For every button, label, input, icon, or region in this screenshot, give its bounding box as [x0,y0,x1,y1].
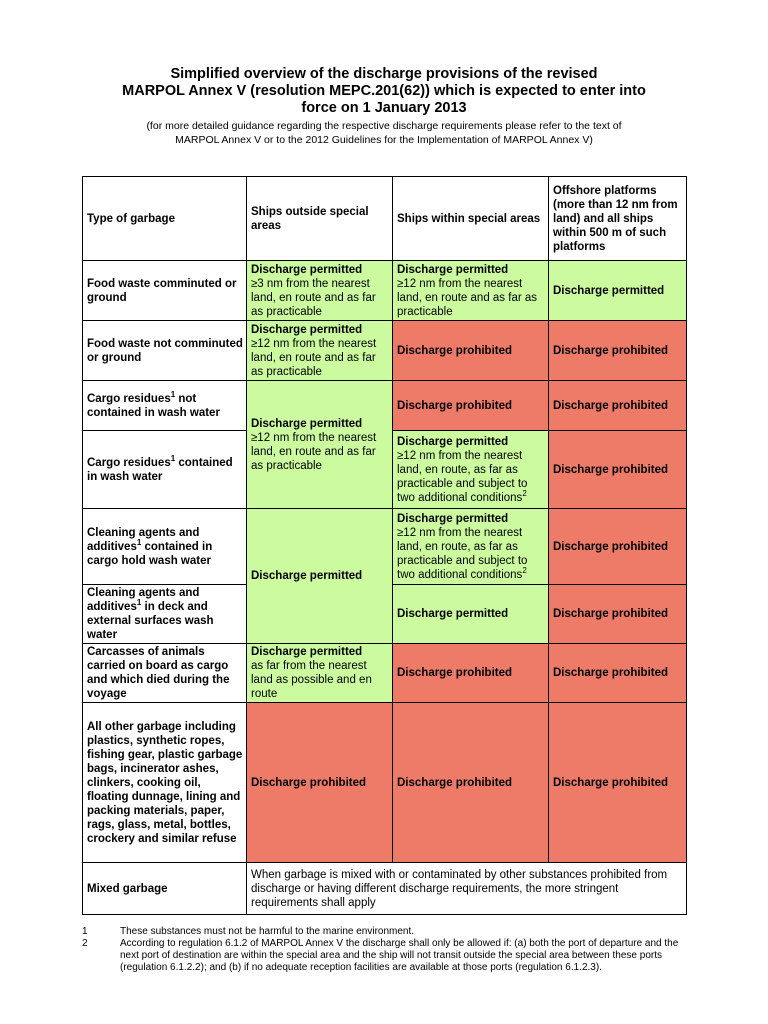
cell-offshore-food-comminuted: Discharge permitted [549,261,687,321]
table-row [83,321,687,381]
footnote-text: These substances must not be harmful to the marine environment. [120,926,415,937]
footnotes [82,926,686,974]
status-permitted: Discharge permitted [397,512,509,525]
cell-offshore-cargo-not-in-wash: Discharge prohibited [549,381,687,431]
footnote-ref: 1 [136,598,142,608]
row-type-cleaning-cargo-hold [83,509,247,585]
type-text: Cleaning agents and additives [87,526,200,553]
subtitle-line-1: (for more detailed guidance regarding the respective discharge requirements please refer to the text of [146,120,622,132]
title-line-1: Simplified overview of the discharge provisions of the revised [170,66,598,82]
footnote-number: 1 [82,926,88,937]
footnote-ref: 1 [170,453,176,463]
cell-offshore-cargo-in-wash: Discharge prohibited [549,431,687,509]
type-text: Cargo residues [87,456,171,469]
discharge-condition: as far from the nearest land as possible and en route [251,660,372,700]
table-row [83,509,687,585]
footnote-2 [82,938,686,974]
row-type-carcasses: Carcasses of animals carried on board as cargo and which died during the voyage [83,644,247,703]
status-permitted: Discharge permitted [251,646,363,658]
row-type-all-other-garbage: All other garbage including plastics, synthetic ropes, fishing gear, plastic garbage bags, incinerator ashes, clinkers, cooking oil, floating dunnage, lining and packing materials, paper, rags, glass, metal, bottles, crockery and similar refuse [83,703,247,863]
cell-within-other: Discharge prohibited [393,703,549,863]
cell-offshore-cleaning-deck: Discharge prohibited [549,585,687,644]
cell-outside-other: Discharge prohibited [247,703,393,863]
cell-mixed-garbage-note: When garbage is mixed with or contaminated by other substances prohibited from discharge or having different discharge requirements, the more stringent requirements shall apply [247,863,687,915]
row-type-cargo-not-in-wash [83,381,247,431]
cell-offshore-other: Discharge prohibited [549,703,687,863]
cell-offshore-food-not-comminuted: Discharge prohibited [549,321,687,381]
table-header-row [83,177,687,261]
cell-within-cleaning-cargo-hold [393,509,549,585]
status-permitted: Discharge permitted [251,417,363,430]
cell-outside-food-not-comminuted [247,321,393,381]
cell-within-carcasses: Discharge prohibited [393,644,549,703]
title-line-2: MARPOL Annex V (resolution MEPC.201(62)) which is expected to enter into [122,83,646,99]
document-subtitle [80,119,688,147]
footnote-ref: 1 [170,389,176,399]
footnote-text: According to regulation 6.1.2 of MARPOL Annex V the discharge shall only be allowed if: (a) both the port of departure and the next port of destination are within the special area and the ship will not transit outside the special area between these ports (regulation 6.1.2.2); and (b) if no adequate reception facilities are available at those ports (regulation 6.1.2.3). [120,938,679,973]
status-permitted: Discharge permitted [397,263,509,276]
type-text: Cleaning agents and additives [87,587,200,613]
footnote-ref: 2 [522,565,527,575]
table-row [83,703,687,863]
cell-within-cargo-in-wash [393,431,549,509]
type-text: contained in cargo hold wash water [87,540,213,567]
table-row [83,644,687,703]
status-permitted: Discharge permitted [251,323,363,336]
footnote-number: 2 [82,938,88,949]
header-ships-outside: Ships outside special areas [247,177,393,261]
header-offshore: Offshore platforms (more than 12 nm from land) and all ships within 500 m of such platforms [549,177,687,261]
discharge-condition: ≥12 nm from the nearest land, en route and as far as practicable [251,431,377,472]
discharge-condition: ≥12 nm from the nearest land, en route and as far as practicable [251,337,377,378]
discharge-table [82,176,687,915]
title-line-3: force on 1 January 2013 [301,100,467,116]
row-type-cargo-in-wash [83,431,247,509]
table-row [83,863,687,915]
row-type-food-comminuted: Food waste comminuted or ground [83,261,247,321]
table-row [83,261,687,321]
discharge-condition: ≥12 nm from the nearest land, en route, as far as practicable and subject to two additional conditions$^2$ [397,449,528,504]
row-type-food-not-comminuted: Food waste not comminuted or ground [83,321,247,381]
discharge-condition: ≥12 nm from the nearest land, en route and as far as practicable [397,277,538,318]
document-title [80,66,688,117]
cell-offshore-cleaning-cargo-hold: Discharge prohibited [549,509,687,585]
cell-within-cargo-not-in-wash: Discharge prohibited [393,381,549,431]
footnote-1 [82,926,686,938]
subtitle-line-2: MARPOL Annex V or to the 2012 Guidelines for the Implementation of MARPOL Annex V) [175,134,593,146]
cell-outside-food-comminuted [247,261,393,321]
cell-offshore-carcasses: Discharge prohibited [549,644,687,703]
footnote-ref: 2 [522,488,527,498]
row-type-mixed-garbage: Mixed garbage [83,863,247,915]
cell-within-food-comminuted [393,261,549,321]
cell-outside-carcasses [247,644,393,703]
status-permitted: Discharge permitted [251,263,363,276]
cell-within-cleaning-deck: Discharge permitted [393,585,549,644]
cell-outside-cargo-residues [247,381,393,509]
header-type-of-garbage: Type of garbage [83,177,247,261]
row-type-cleaning-deck [83,585,247,644]
header-ships-within: Ships within special areas [393,177,549,261]
cell-within-food-not-comminuted: Discharge prohibited [393,321,549,381]
table-row [83,381,687,431]
type-text: not contained in wash water [87,392,220,419]
footnote-ref: 1 [136,537,142,547]
status-permitted: Discharge permitted [397,435,509,448]
discharge-condition: ≥3 nm from the nearest land, en route and as far as practicable [251,277,376,318]
type-text: Cargo residues [87,392,171,405]
discharge-condition: ≥12 nm from the nearest land, en route, as far as practicable and subject to two additional conditions$^2$ [397,526,528,581]
cell-outside-cleaning-agents: Discharge permitted [247,509,393,644]
type-text: contained in wash water [87,456,233,483]
type-text: in deck and external surfaces wash water [87,601,214,641]
